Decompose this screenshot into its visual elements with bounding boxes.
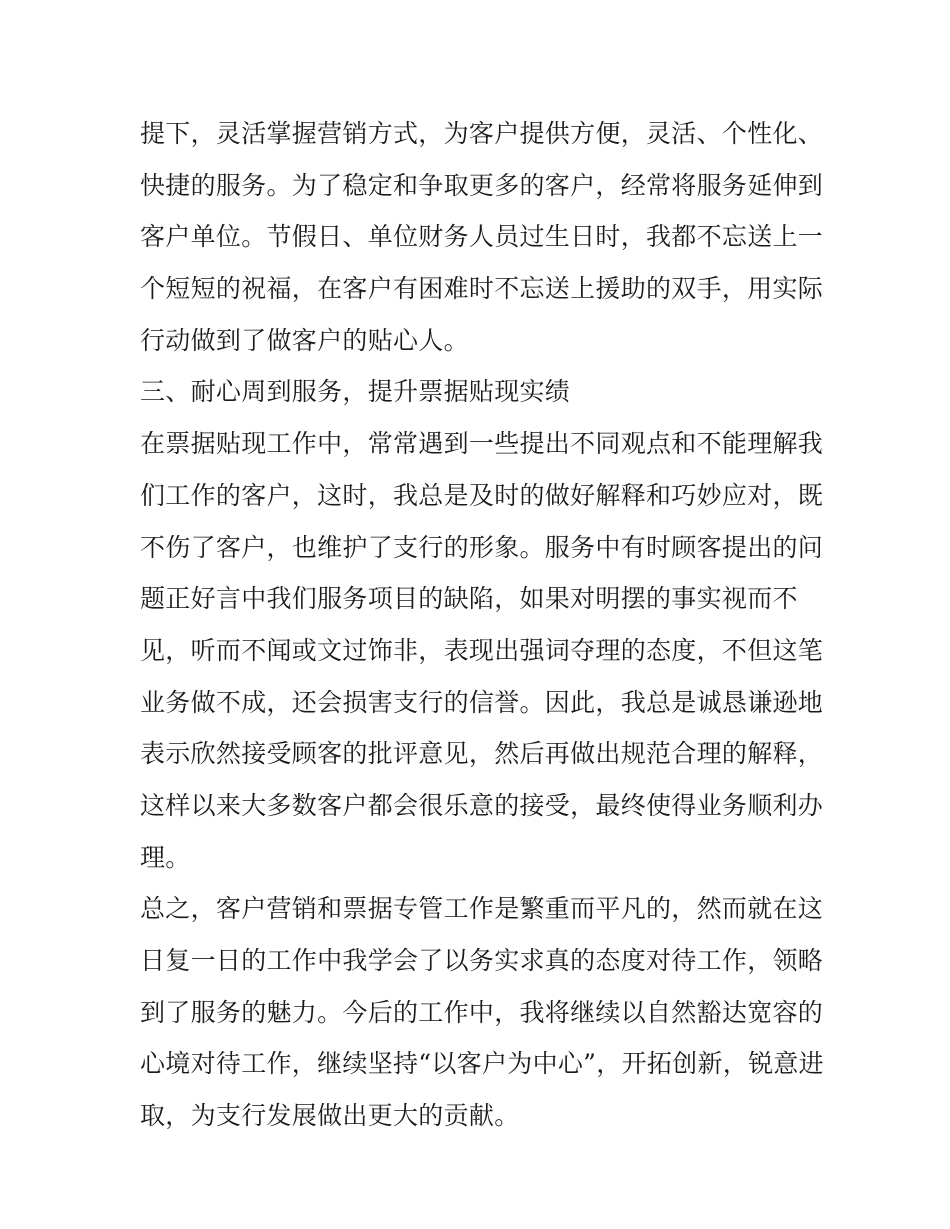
text-line: 日复一日的工作中我学会了以务实求真的态度对待工作，领略 (140, 946, 824, 975)
text-line: 总之，客户营销和票据专管工作是繁重而平凡的，然而就在这 (140, 894, 824, 924)
text-line: 快捷的服务。为了稳定和争取更多的客户，经常将服务延伸到 (140, 170, 824, 200)
text-line: 取，为支行发展做出更大的贡献。 (140, 1101, 520, 1131)
text-line: 理。 (140, 842, 191, 872)
text-line: 个短短的祝福，在客户有困难时不忘送上援助的双手，用实际 (140, 274, 824, 304)
body-text (140, 108, 830, 1142)
text-line: 这样以来大多数客户都会很乐意的接受，最终使得业务顺利办 (140, 790, 824, 820)
text-line: 到了服务的魅力。今后的工作中，我将继续以自然豁达宽容的 (140, 997, 824, 1027)
text-line: 题正好言中我们服务项目的缺陷，如果对明摆的事实视而不 (140, 584, 798, 614)
text-line: 们工作的客户，这时，我总是及时的做好解释和巧妙应对，既 (140, 480, 824, 510)
text-line: 客户单位。节假日、单位财务人员过生日时，我都不忘送上一 (140, 222, 824, 252)
text-line: 心境对待工作，继续坚持“以客户为中心”，开拓创新，锐意进 (140, 1049, 824, 1079)
text-line: 不伤了客户，也维护了支行的形象。服务中有时顾客提出的问 (140, 532, 824, 562)
text-line: 行动做到了做客户的贴心人。 (140, 325, 469, 355)
text-line: 在票据贴现工作中，常常遇到一些提出不同观点和不能理解我 (140, 429, 824, 459)
section-heading: 三、耐心周到服务，提升票据贴现实绩 (140, 377, 571, 407)
text-line: 表示欣然接受顾客的批评意见，然后再做出规范合理的解释， (140, 739, 824, 769)
text-line: 提下，灵活掌握营销方式，为客户提供方便，灵活、个性化、 (140, 119, 824, 148)
text-line: 业务做不成，还会损害支行的信誉。因此，我总是诚恳谦逊地 (140, 687, 824, 717)
text-line: 见，听而不闻或文过饰非，表现出强词夺理的态度，不但这笔 (140, 635, 824, 665)
